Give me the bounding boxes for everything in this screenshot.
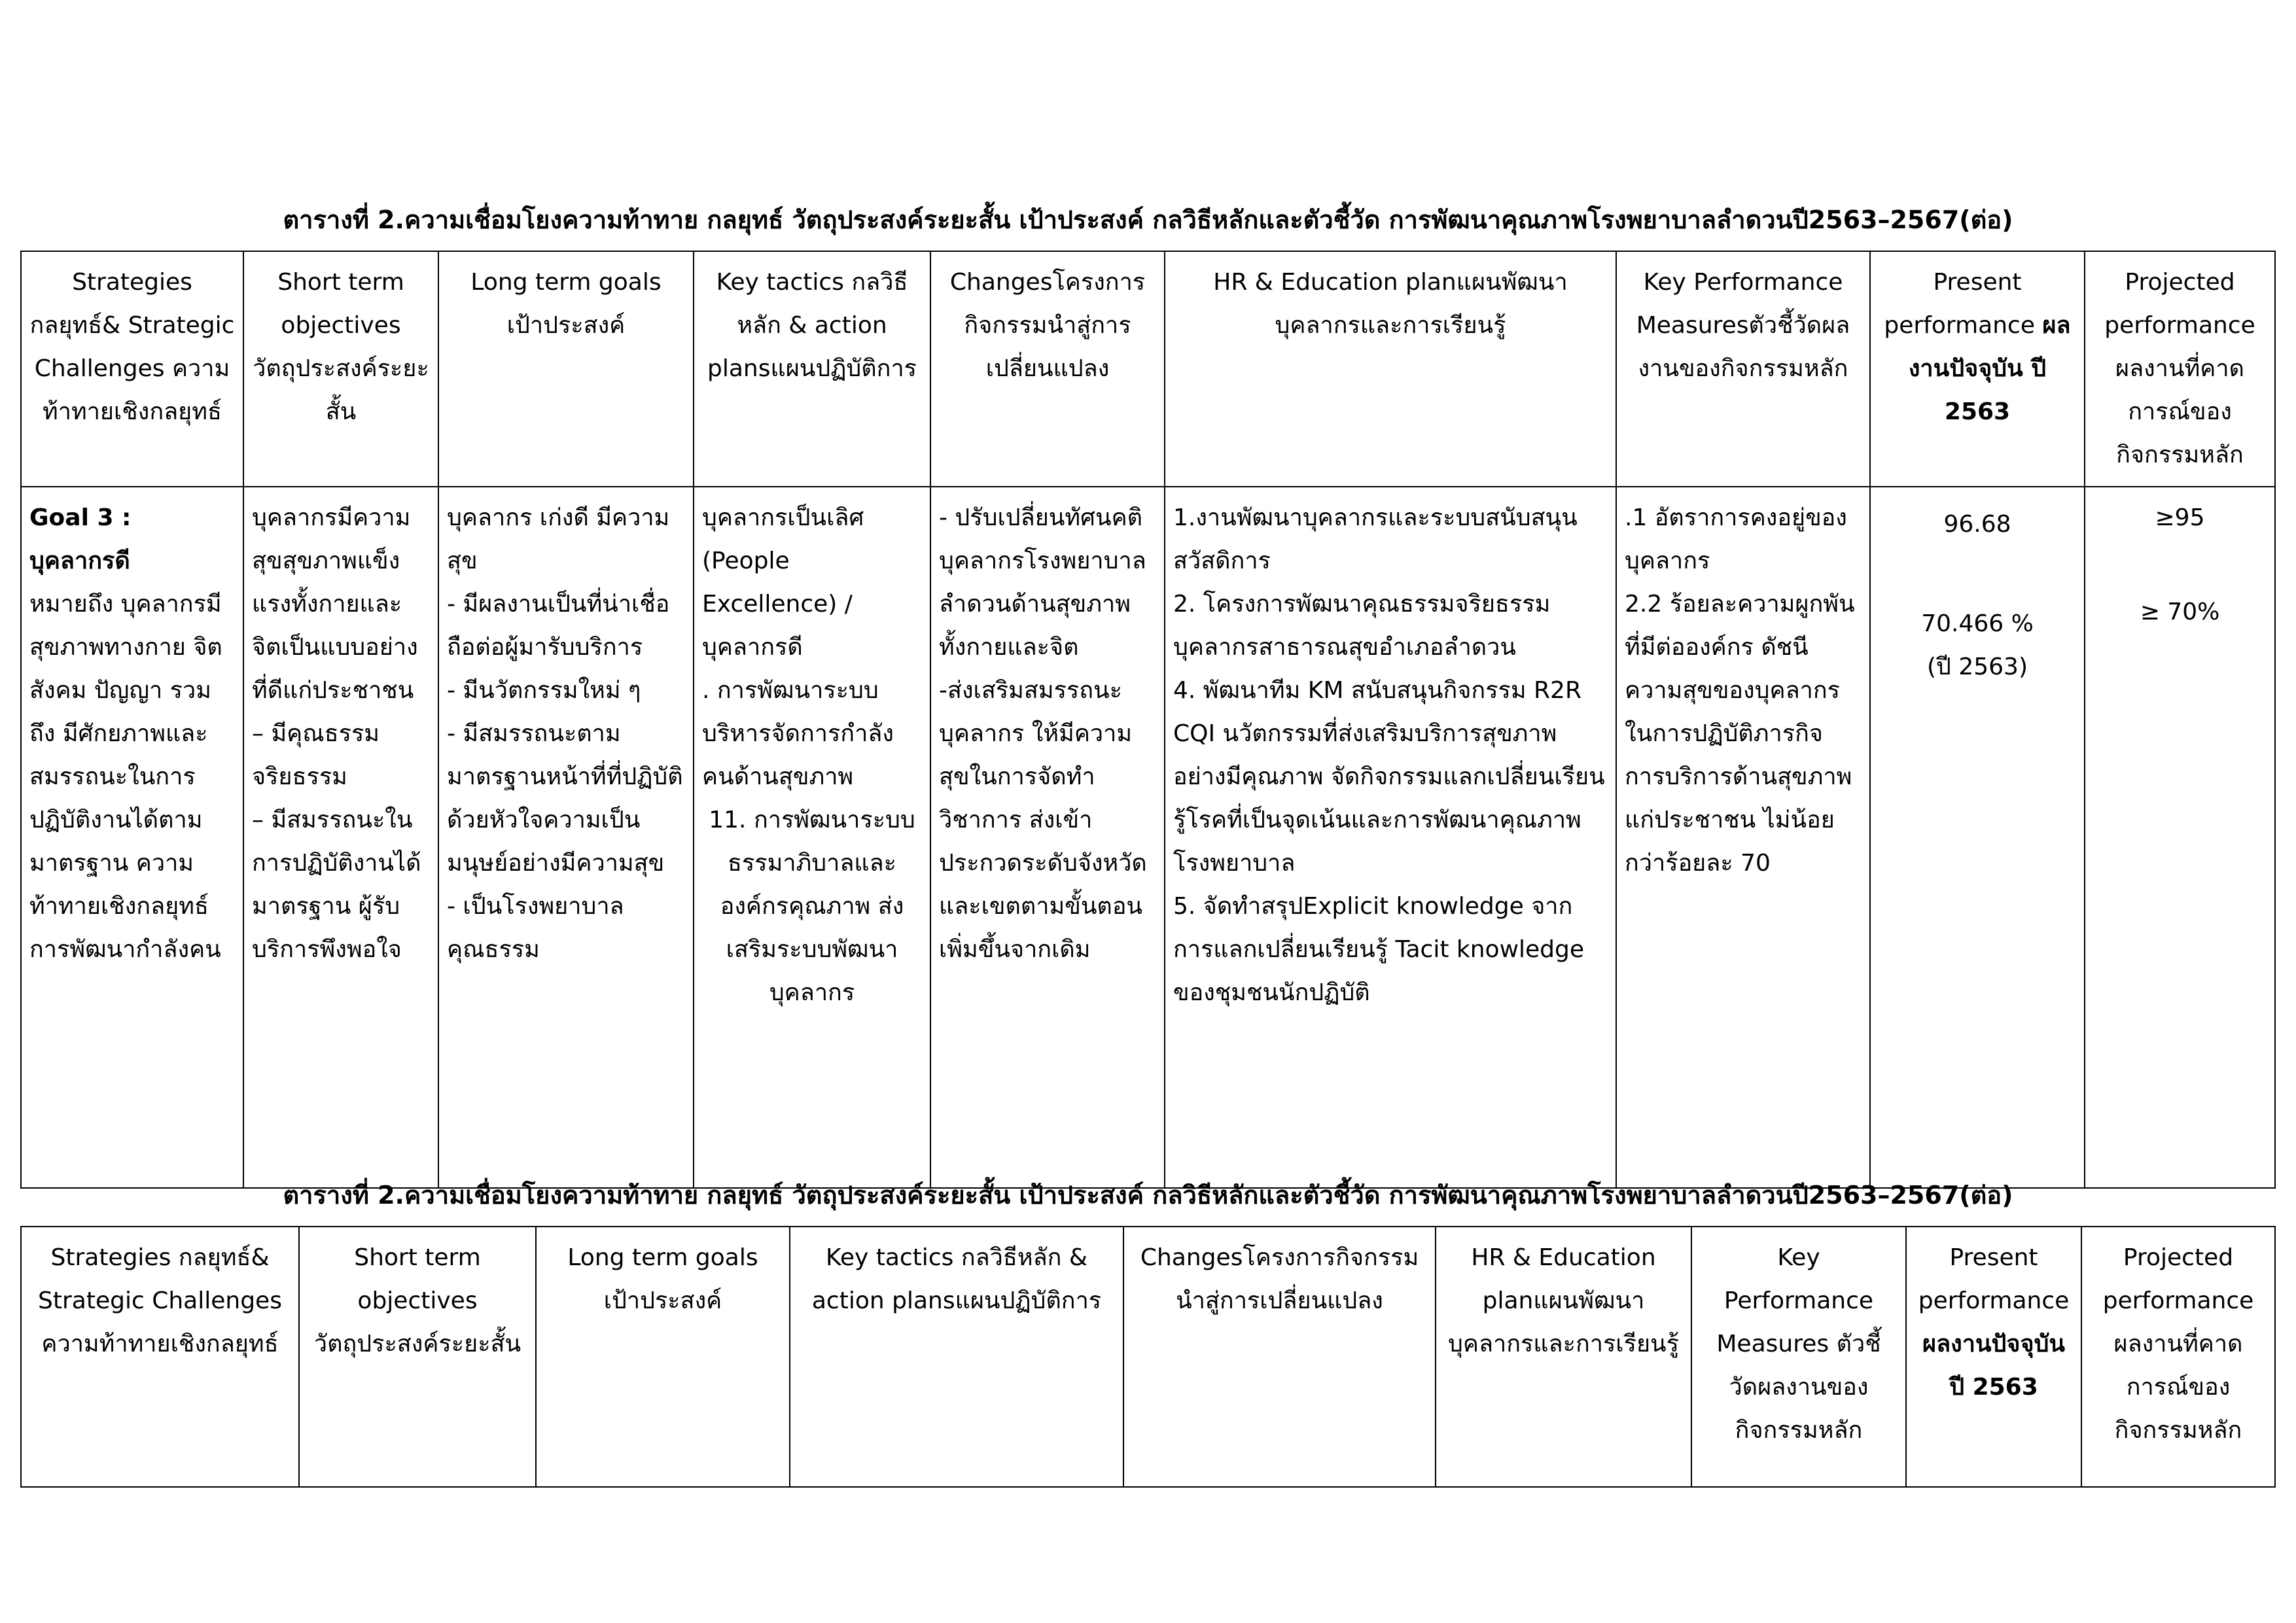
cell-kpi: .1 อัตราการคงอยู่ของบุคลากร 2.2 ร้อยละความผูกพันที่มีต่อองค์กร ดัชนีความสุขของบุคลากรในการปฏิบัติภารกิจการบริการด้านสุขภาพแก่ประชาชน ไม่น้อยกว่าร้อยละ 70 [1616, 487, 1870, 1188]
header-short-term: Short term objectives วัตถุประสงค์ระยะสั้น [299, 1227, 536, 1487]
header-projected: Projected performance ผลงานที่คาดการณ์ของกิจกรรมหลัก [2085, 251, 2275, 487]
cell-strategy: Goal 3 : บุคลากรดี หมายถึง บุคลากรมีสุขภาพทางกาย จิต สังคม ปัญญา รวมถึง มีศักยภาพและสมรรถนะในการปฏิบัติงานได้ตามมาตรฐาน ความท้าทายเชิงกลยุทธ์การพัฒนากำลังคน [21, 487, 243, 1188]
cell-changes: - ปรับเปลี่ยนทัศนคติบุคลากรโรงพยาบาลลำดวนด้านสุขภาพ ทั้งกายและจิต -ส่งเสริมสมรรถนะบุคลากร ให้มีความสุขในการจัดทำวิชาการ ส่งเข้าประกวดระดับจังหวัดและเขตตามขั้นตอนเพิ่มขึ้นจากเดิม [930, 487, 1165, 1188]
header-changes: Changesโครงการกิจกรรมนำสู่การเปลี่ยนแปลง [930, 251, 1165, 487]
header-kpi: Key Performance Measures ตัวชี้วัดผลงานของกิจกรรมหลัก [1691, 1227, 1906, 1487]
header-key-tactics: Key tactics กลวิธีหลัก & action plansแผนปฏิบัติการ [694, 251, 930, 487]
cell-hr-plan: 1.งานพัฒนาบุคลากรและระบบสนับสนุนสวัสดิการ 2. โครงการพัฒนาคุณธรรมจริยธรรมบุคลากรสาธารณสุขอำเภอลำดวน 4. พัฒนาทีม KM สนับสนุนกิจกรรม R2R CQI นวัตกรรมที่ส่งเสริมบริการสุขภาพอย่างมีคุณภาพ จัดกิจกรรมแลกเปลี่ยนเรียนรู้โรคที่เป็นจุดเน้นและการพัฒนาคุณภาพโรงพยาบาล 5. จัดทำสรุปExplicit knowledge จากการแลกเปลี่ยนเรียนรู้ Tacit knowledge ของชุมชนนักปฏิบัติ [1165, 487, 1616, 1188]
header-hr-education: HR & Education planแผนพัฒนาบุคลากรและการเรียนรู้ [1165, 251, 1616, 487]
header-short-term: Short term objectives วัตถุประสงค์ระยะสั้น [243, 251, 438, 487]
header-changes: Changesโครงการกิจกรรมนำสู่การเปลี่ยนแปลง [1123, 1227, 1436, 1487]
strategy-table-1 [20, 251, 2276, 1189]
cell-present: 96.68 70.466 % (ปี 2563) [1870, 487, 2085, 1188]
header-row [21, 1227, 2275, 1487]
header-long-term: Long term goals เป้าประสงค์ [438, 251, 694, 487]
header-strategies: Strategies กลยุทธ์& Strategic Challenges ความท้าทายเชิงกลยุทธ์ [21, 251, 243, 487]
table-row [21, 487, 2275, 1188]
table-caption-2: ตารางที่ 2.ความเชื่อมโยงความท้าทาย กลยุทธ์ วัตถุประสงค์ระยะสั้น เป้าประสงค์ กลวิธีหลักและตัวชี้วัด การพัฒนาคุณภาพโรงพยาบาลลำดวนปี2563–2567(ต่อ) [283, 1181, 2013, 1210]
header-key-tactics: Key tactics กลวิธีหลัก & action plansแผนปฏิบัติการ [790, 1227, 1123, 1487]
header-projected: Projected performance ผลงานที่คาดการณ์ของกิจกรรมหลัก [2081, 1227, 2275, 1487]
cell-projected: ≥95 ≥ 70% [2085, 487, 2275, 1188]
cell-tactics: บุคลากรเป็นเลิศ (People Excellence) / บุคลากรดี . การพัฒนาระบบบริหารจัดการกำลังคนด้านสุขภาพ 11. การพัฒนาระบบธรรมาภิบาลและองค์กรคุณภาพ ส่งเสริมระบบพัฒนาบุคลากร [694, 487, 930, 1188]
cell-objectives: บุคลากรมีความสุขสุขภาพแข็งแรงทั้งกายและจิตเป็นแบบอย่างที่ดีแก่ประชาชน – มีคุณธรรมจริยธรรม – มีสมรรถนะในการปฏิบัติงานได้มาตรฐาน ผู้รับบริการพึงพอใจ [243, 487, 438, 1188]
header-row [21, 251, 2275, 487]
header-long-term: Long term goals เป้าประสงค์ [536, 1227, 790, 1487]
cell-goals: บุคลากร เก่งดี มีความสุข - มีผลงานเป็นที่น่าเชื่อถือต่อผู้มารับบริการ - มีนวัตกรรมใหม่ ๆ - มีสมรรถนะตามมาตรฐานหน้าที่ที่ปฏิบัติด้วยหัวใจความเป็นมนุษย์อย่างมีความสุข - เป็นโรงพยาบาลคุณธรรม [438, 487, 694, 1188]
header-present: Present performance ผลงานปัจจุบัน ปี 2563 [1906, 1227, 2081, 1487]
strategy-table-2 [20, 1226, 2276, 1488]
header-kpi: Key Performance Measuresตัวชี้วัดผลงานของกิจกรรมหลัก [1616, 251, 1870, 487]
table-caption-1: ตารางที่ 2.ความเชื่อมโยงความท้าทาย กลยุทธ์ วัตถุประสงค์ระยะสั้น เป้าประสงค์ กลวิธีหลักและตัวชี้วัด การพัฒนาคุณภาพโรงพยาบาลลำดวนปี2563–2567(ต่อ) [283, 205, 2013, 234]
header-present: Present performance ผลงานปัจจุบัน ปี 2563 [1870, 251, 2085, 487]
header-hr-education: HR & Education planแผนพัฒนาบุคลากรและการเรียนรู้ [1436, 1227, 1691, 1487]
header-strategies: Strategies กลยุทธ์& Strategic Challenges ความท้าทายเชิงกลยุทธ์ [21, 1227, 299, 1487]
